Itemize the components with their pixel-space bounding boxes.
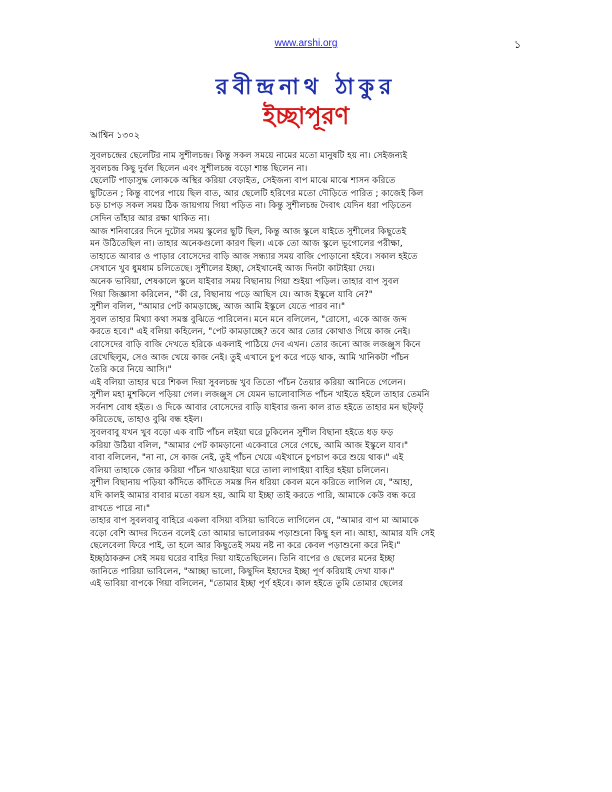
text-line: রাখতে পারে না।" [90,503,151,514]
text-line: সুবলচন্দ্র কিছু দুর্বল ছিলেন এবং সুশীলচন্দ্র বড়ো শান্ত ছিলেন না। [90,163,308,174]
text-line: রেখেছিলুম, সেও আজ খেয়ে কাজ নেই। তুই এখানে চুপ করে পড়ে থাক, আমি খানিকটা পাঁচন [90,352,410,363]
text-line: ইচ্ছাঠাকরুন সেই সময় ঘরের বাহির দিয়া যাইতেছিলেন। তিনি বাপের ও ছেলের মনের ইচ্ছা [90,554,395,564]
story-body [90,150,518,591]
text-line: সর্বনাশ বোধ হইত। ও দিকে আবার বোসেদের বাড়ি যাইবার জন্য কাল রাত হইতে তাহার মন ছট্‌ফট্‌ [90,402,424,413]
text-line: সুশীল বিছানায় পড়িয়া কাঁদিতে কাঁদিতে সমস্ত দিন ধরিয়া কেবল মনে করিতে লাগিল যে, "আহা, [90,478,413,489]
text-line: চড় চাপড় সকল সময় ঠিক জায়গায় গিয়া পড়িত না। কিন্তু সুশীলচন্দ্র দৈবাৎ যেদিন ধরা পড়িতেন [90,201,412,212]
text-line: সুশীল মহা মুশকিলে পড়িয়া গেল। লজঞ্জুস সে যেমন ভালোবাসিত পাঁচন খাইতে হইলে তাহার তেমনি [90,390,430,401]
text-line: ছুটিতেন ; কিন্তু বাপের পায়ে ছিল বাত, আর ছেলেটি হরিণের মতো দৌড়িতে পারিত ; কাজেই কিল [90,188,424,199]
text-line: করিতেছে, তাহাও বুঝি বন্ধ হইল। [90,415,203,426]
author-name: রবীন্দ্রনাথ ঠাকুর [215,75,397,100]
text-line: করতে হবে।" এই বলিয়া কহিলেন, "পেট কামড়াচ্ছে? তবে আর তোর কোথাও গিয়ে কাজ নেই। [90,327,411,338]
text-line: বোসেদের বাড়ি বাজি দেখতে হরিকে একলাই পাঠিয়ে দেব এখন। তোর জন্যে আজ লজঞ্জুস কিনে [90,339,421,350]
text-line: যদি কালই আমার বাবার মতো বয়স হয়, আমি যা ইচ্ছা তাই করতে পারি, আমাকে কেউ বন্ধ করে [90,491,416,502]
text-line: মন উঠিতেছিল না। তাহার অনেকগুলো কারণ ছিল। একে তো আজ স্কুলে ভূগোলের পরীক্ষা, [90,239,403,250]
text-line: এই বলিয়া তাহার ঘরে শিকল দিয়া সুবলচন্দ্র খুব তিতো পাঁচন তৈয়ার করিয়া আনিতে গেলেন। [90,377,406,388]
text-line: তাহার বাপ সুবলবাবু বাহিরে একলা বসিয়া বসিয়া ভাবিতে লাগিলেন যে, "আমার বাপ মা আমাকে [90,516,419,527]
text-line: বাবা বলিলেন, "না না, সে কাজ নেই, তুই পাঁচন খেয়ে এইখানে চুপচাপ করে শুয়ে থাক।" এই [90,453,404,464]
text-line: গিয়া জিজ্ঞাসা করিলেন, "কী রে, বিছানায় পড়ে আছিস যে। আজ ইস্কুলে যাবি নে?" [90,289,373,300]
text-line: সুবলচন্দ্রের ছেলেটির নাম সুশীলচন্দ্র। কিন্তু সকল সময়ে নামের মতো মানুষটি হয় না। সেইজন্যই [90,151,408,161]
text-line: ছেলেটি পাড়াসুদ্ধ লোককে অস্থির করিয়া বেড়াইত, সেইজন্য বাপ মাঝে মাঝে শাসন করিতে [90,176,396,187]
text-line: সুবলবাবু যখন খুব বড়ো এক বাটি পাঁচন লইয়া ঘরে ঢুকিলেন সুশীল বিছানা হইতে ধড় ফড় [90,428,394,439]
text-line: সুবল তাহার মিথ্যা কথা সমস্ত বুঝিতে পারিলেন। মনে মনে বলিলেন, "রোসো, একে আজ জব্দ [90,314,407,325]
text-line: তাহাতে আবার ও পাড়ার বোসেদের বাড়ি আজ সন্ধ্যার সময় বাজি পোড়ানো হইবে। সকাল হইতে [90,251,418,262]
text-line: তৈরি করে নিয়ে আসি।" [90,365,172,376]
publication-date: আশ্বিন ১৩০২ [90,131,140,141]
page-number: ১ [514,38,522,51]
text-line: এই ভাবিয়া বাপকে গিয়া বলিলেন, "তোমার ইচ্ছা পূর্ণ হইবে। কাল হইতে তুমি তোমার ছেলের [90,579,404,590]
story-title: ইচ্ছাপূরণ [262,102,350,130]
text-line: ছেলেবেলা ফিরে পাই, তা হলে আর কিছুতেই সময় নষ্ট না করে কেবল পড়াশুনো করে নিই।" [90,541,401,552]
text-line: করিয়া উঠিয়া বলিল, "আমার পেট কামড়ানো একেবারে সেরে গেছে, আমি আজ ইস্কুলে যাব।" [90,440,409,451]
text-line: বড়ো বেশি আদর দিতেন বলেই তো আমার ভালোরকম পড়াশুনো কিছু হল না। আহা, আমার যদি সেই [90,528,435,539]
site-url-link[interactable]: www.arshi.org [274,38,338,49]
text-line: জানিতে পারিয়া ভাবিলেন, "আচ্ছা ভালো, কিছুদিন ইহাদের ইচ্ছা পূর্ণ করিয়াই দেখা যাক।" [90,566,395,577]
text-line: বলিয়া তাহাকে জোর করিয়া পাঁচন খাওয়াইয়া ঘরে তালা লাগাইয়া বাহির হইয়া চলিলেন। [90,465,389,476]
text-line: সেদিন তাঁহার আর রক্ষা থাকিত না। [90,213,210,224]
text-line: অনেক ভাবিয়া, শেষকালে স্কুলে যাইবার সময় বিছানায় গিয়া শুইয়া পড়িল। তাহার বাপ সুবল [90,276,399,287]
text-line: সুশীল বলিল, "আমার পেট কামড়াচ্ছে, আজ আমি ইস্কুলে যেতে পারব না।" [90,302,345,313]
text-line: আজ শনিবারের দিনে দুটোর সময় স্কুলের ছুটি ছিল, কিন্তু আজ স্কুলে যাইতে সুশীলের কিছুতেই [90,226,407,237]
text-line: সেখানে খুব ধুমধাম চলিতেছে। সুশীলের ইচ্ছা, সেইখানেই আজ দিনটা কাটাইয়া দেয়। [90,264,375,275]
